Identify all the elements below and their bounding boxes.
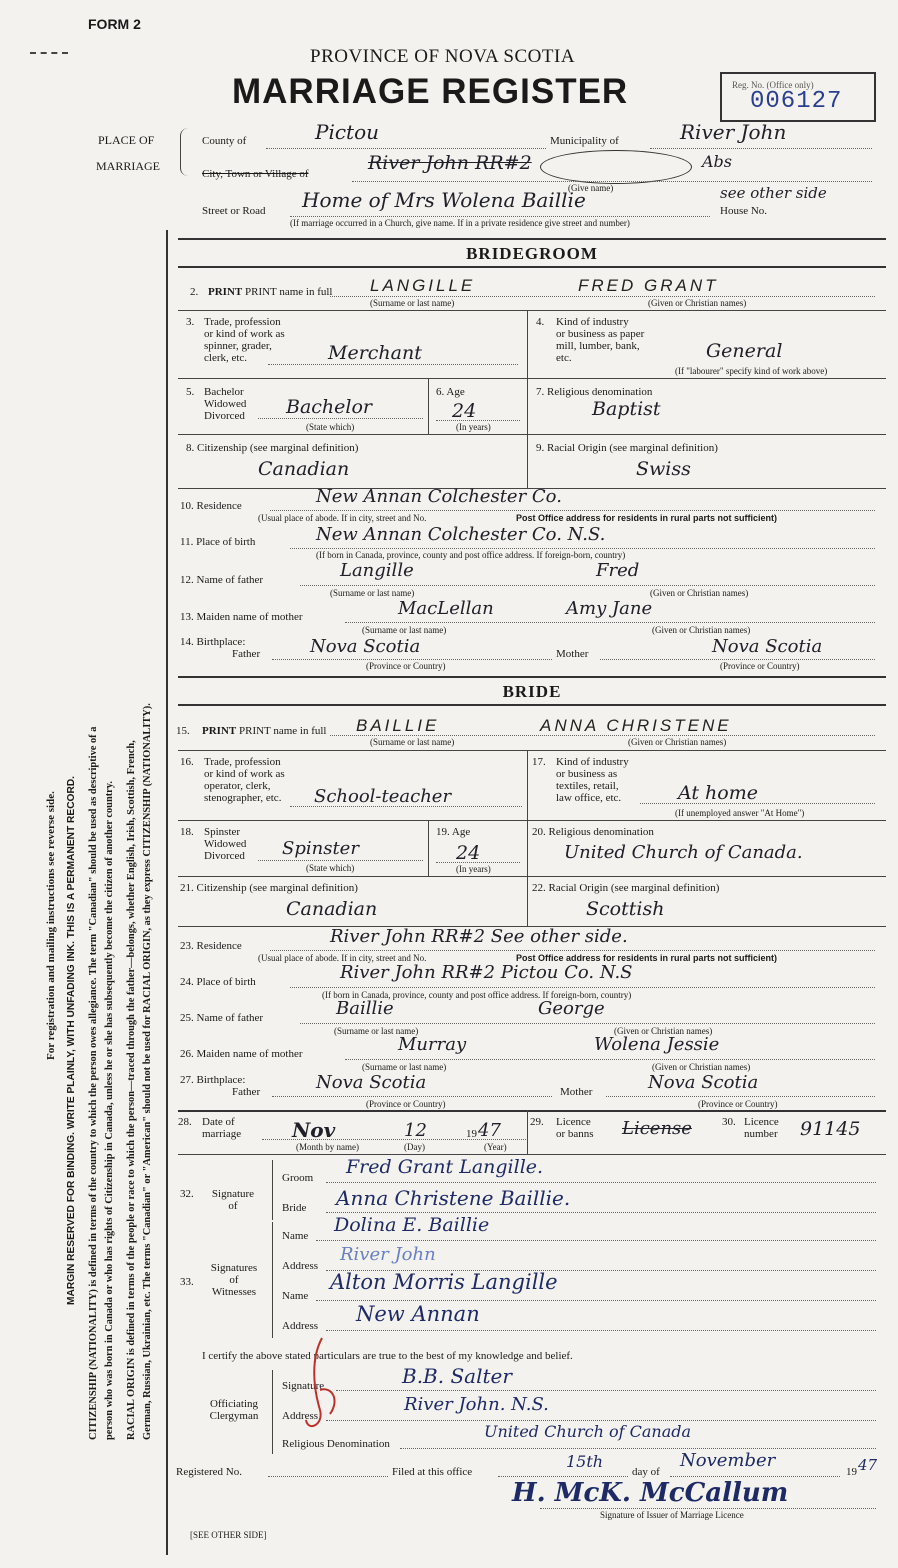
year-caption: (Year) <box>484 1142 507 1152</box>
b-father-given-caption: (Given or Christian names) <box>614 1026 713 1036</box>
place-label-1: PLACE OF <box>98 133 155 147</box>
place-label-2: MARRIAGE <box>96 159 161 173</box>
b-birth-label: Place of birth <box>196 976 256 988</box>
b-surname-caption: (Surname or last name) <box>370 737 455 747</box>
licence-number-label: Licence number <box>744 1116 779 1140</box>
b-mother-surname: Murray <box>398 1034 467 1055</box>
bridegroom-heading: BRIDEGROOM <box>466 244 598 263</box>
street-value: Home of Mrs Wolena Baillie <box>302 188 586 212</box>
filed-year: 47 <box>858 1456 878 1474</box>
g-birth-label: Place of birth <box>196 536 256 548</box>
b-industry-value: At home <box>678 782 758 804</box>
num-7: 7. <box>536 386 545 398</box>
g-print-label-bold: PRINT <box>208 286 243 298</box>
city-label: City, Town or Village of <box>202 168 309 180</box>
b-trade-label: Trade, profession or kind of work as operator, clerk, stenographer, etc. <box>204 756 285 804</box>
g-father-given: Fred <box>596 560 640 581</box>
street-label: Street or Road <box>202 205 266 217</box>
w2-name: Alton Morris Langille <box>330 1270 558 1294</box>
num-27: 27. <box>180 1074 194 1086</box>
marriage-month: Nov <box>292 1118 336 1142</box>
b-residence-value: River John RR#2 See other side. <box>330 926 628 947</box>
num-8: 8. <box>186 442 195 454</box>
num-20: 20. <box>532 826 546 838</box>
g-state-caption: (State which) <box>306 422 355 432</box>
w1-name-label: Name <box>282 1230 309 1242</box>
issuer-signature: H. McK. McCallum <box>512 1478 789 1508</box>
b-father-label: Name of father <box>196 1012 264 1024</box>
num-18: 18. <box>180 826 194 838</box>
num-13: 13. <box>180 611 194 623</box>
clergy-address: River John. N.S. <box>404 1394 549 1415</box>
b-bp-father-caption: (Province or Country) <box>366 1099 446 1109</box>
g-industry-note: (If "labourer" specify kind of work above) <box>675 366 828 376</box>
g-father-surname: Langille <box>340 560 414 581</box>
g-trade-value: Merchant <box>328 342 422 364</box>
num-33: 33. <box>180 1276 194 1288</box>
num-28: 28. <box>178 1116 192 1128</box>
b-bp-mother: Nova Scotia <box>648 1072 759 1093</box>
g-years-caption: (In years) <box>456 422 491 432</box>
g-trade-label: Trade, profession or kind of work as spinner, grader, clerk, etc. <box>204 316 285 364</box>
b-birth-value: River John RR#2 Pictou Co. N.S <box>340 962 633 983</box>
issuer-label: Signature of Issuer of Marriage Licence <box>600 1510 744 1520</box>
licence-value: License <box>622 1118 692 1139</box>
b-age-value: 24 <box>456 842 481 864</box>
g-name-label: PRINT name in full <box>244 286 333 298</box>
form-label: FORM 2 <box>88 16 141 32</box>
margin-line-5: RACIAL ORIGIN is defined in terms of the people or race to which the person—traced through the father—belongs, whether English, Irish, Scottish, French, <box>126 740 137 1440</box>
place-brace <box>180 128 191 176</box>
corner-mark <box>30 52 68 54</box>
g-bp-father-label: Father <box>232 648 261 660</box>
filed-label: Filed at this office <box>392 1466 473 1478</box>
licence-number: 91145 <box>800 1118 861 1140</box>
g-residence-note-b: Post Office address for residents in rural parts not sufficient) <box>516 513 778 523</box>
num-30: 30. <box>722 1116 736 1128</box>
b-father-surname-caption: (Surname or last name) <box>334 1026 419 1036</box>
groom-sig-label: Groom <box>282 1172 314 1184</box>
reg-number-box <box>720 72 876 122</box>
clergy-sig-label: Signature <box>282 1380 325 1392</box>
page-title: MARRIAGE REGISTER <box>232 72 629 111</box>
num-21: 21. <box>180 882 194 894</box>
b-citizenship-label: Citizenship (see marginal definition) <box>196 882 358 894</box>
groom-signature: Fred Grant Langille. <box>346 1156 544 1178</box>
g-bp-mother-caption: (Province or Country) <box>720 661 800 671</box>
b-mother-given: Wolena Jessie <box>594 1034 720 1055</box>
num-6: 6. <box>436 386 445 398</box>
margin-line-4: person who was born in Canada or who has rights of Citizenship in Canada, unless he or she has subsequently become the citizen of another country. <box>104 780 115 1440</box>
municipality-label: Municipality of <box>550 135 619 147</box>
b-bp-father: Nova Scotia <box>316 1072 427 1093</box>
b-racial-label: Racial Origin (see marginal definition) <box>548 882 720 894</box>
g-religion-value: Baptist <box>592 398 661 420</box>
b-status-value: Spinster <box>282 838 359 859</box>
give-name-caption: (Give name) <box>568 183 614 193</box>
g-given-caption: (Given or Christian names) <box>648 298 747 308</box>
reg-number: 006127 <box>750 88 843 115</box>
g-mother-label: Maiden name of mother <box>196 611 303 623</box>
county-value: Pictou <box>315 120 380 144</box>
b-father-surname: Baillie <box>336 998 394 1019</box>
num-29: 29. <box>530 1116 544 1128</box>
bride-heading: BRIDE <box>502 682 562 701</box>
num-2: 2. <box>190 286 199 298</box>
b-years-caption: (In years) <box>456 864 491 874</box>
day-of-label: day of <box>632 1466 660 1478</box>
w1-address-label: Address <box>282 1260 319 1272</box>
margin-line-2: MARGIN RESERVED FOR BINDING. WRITE PLAINLY, WITH UNFADING INK. THIS IS A PERMANENT RECORD. <box>66 775 77 1305</box>
g-industry-label: Kind of industry or business as paper mill, lumber, bank, etc. <box>556 316 645 364</box>
g-father-label: Name of father <box>196 574 264 586</box>
b-mother-surname-caption: (Surname or last name) <box>362 1062 447 1072</box>
province-heading: PROVINCE OF NOVA SCOTIA <box>310 46 576 67</box>
g-residence-note-a: (Usual place of abode. If in city, street and No. <box>258 513 427 523</box>
num-3: 3. <box>186 316 195 328</box>
g-status-value: Bachelor <box>286 396 373 418</box>
g-residence-label: Residence <box>196 500 242 512</box>
margin-line-6: German, Russian, Ukrainian, etc. The terms "Canadian" or "American" should not be used for RACIAL ORIGIN, as they express CITIZENSHIP (NATIONALITY). <box>142 703 153 1440</box>
num-17: 17. <box>532 756 546 768</box>
w2-address: New Annan <box>356 1302 480 1326</box>
month-caption: (Month by name) <box>296 1142 359 1152</box>
b-residence-note-a: (Usual place of abode. If in city, street and No. <box>258 953 427 963</box>
denomination-label: Religious Denomination <box>282 1438 390 1450</box>
registered-label: Registered No. <box>176 1466 242 1478</box>
g-age-label: Age <box>446 386 465 398</box>
num-26: 26. <box>180 1048 194 1060</box>
b-given-caption: (Given or Christian names) <box>628 737 727 747</box>
margin-line-3: CITIZENSHIP (NATIONALITY) is defined in terms of the country to which the person owes allegiance. The term "Canadian" should be used as descriptive of a <box>88 726 99 1440</box>
g-mother-given: Amy Jane <box>566 598 653 619</box>
sig-label: Signature of <box>211 1188 255 1212</box>
num-5: 5. <box>186 386 195 398</box>
b-residence-label: Residence <box>196 940 242 952</box>
day-caption: (Day) <box>404 1142 425 1152</box>
num-11: 11. <box>180 536 194 548</box>
b-industry-note: (If unemployed answer "At Home") <box>675 808 805 818</box>
g-residence-value: New Annan Colchester Co. <box>316 486 562 507</box>
street-caption: (If marriage occurred in a Church, give name. If in a private residence give street and number) <box>290 218 630 228</box>
g-birthplace-label: Birthplace: <box>196 636 246 648</box>
b-birth-note: (If born in Canada, province, county and post office address. If foreign-born, country) <box>322 990 632 1000</box>
witness-label: Signatures of Witnesses <box>210 1262 258 1298</box>
g-industry-value: General <box>706 340 783 362</box>
village-note: Abs <box>702 152 733 171</box>
filed-month: November <box>680 1450 776 1471</box>
w2-name-label: Name <box>282 1290 309 1302</box>
house-note: see other side <box>720 184 827 202</box>
marriage-day: 12 <box>404 1120 427 1141</box>
num-24: 24. <box>180 976 194 988</box>
b-bp-mother-label: Mother <box>560 1086 593 1098</box>
g-religion-label: Religious denomination <box>547 386 653 398</box>
g-given: FRED GRANT <box>578 276 719 295</box>
b-residence-note-b: Post Office address for residents in rural parts not sufficient) <box>516 953 778 963</box>
num-22: 22. <box>532 882 546 894</box>
b-mother-label: Maiden name of mother <box>196 1048 303 1060</box>
b-birthplace-label: Birthplace: <box>196 1074 246 1086</box>
g-surname-caption: (Surname or last name) <box>370 298 455 308</box>
clergy-address-label: Address <box>282 1410 319 1422</box>
village-circle <box>540 150 692 184</box>
num-4: 4. <box>536 316 545 328</box>
g-mother-surname-caption: (Surname or last name) <box>362 625 447 635</box>
num-23: 23. <box>180 940 194 952</box>
b-bp-mother-caption: (Province or Country) <box>698 1099 778 1109</box>
b-surname: BAILLIE <box>356 716 440 735</box>
b-religion-value: United Church of Canada. <box>564 842 803 863</box>
g-citizenship-label: Citizenship (see marginal definition) <box>197 442 359 454</box>
licence-label: Licence or banns <box>556 1116 594 1140</box>
g-bp-father: Nova Scotia <box>310 636 421 657</box>
clergy-signature: B.B. Salter <box>402 1364 512 1388</box>
b-age-label: Age <box>451 826 471 838</box>
b-name-label: PRINT name in full <box>238 725 327 737</box>
municipality-value: River John <box>680 120 787 144</box>
g-mother-given-caption: (Given or Christian names) <box>652 625 751 635</box>
b-father-given: George <box>538 998 605 1019</box>
certify-text: I certify the above stated particulars are true to the best of my knowledge and belief. <box>202 1350 573 1362</box>
see-other-side: [SEE OTHER SIDE] <box>190 1530 267 1540</box>
b-citizenship-value: Canadian <box>286 898 378 920</box>
g-status-label: Bachelor Widowed Divorced <box>204 386 247 422</box>
w1-name: Dolina E. Baillie <box>334 1214 490 1236</box>
g-bp-father-caption: (Province or Country) <box>366 661 446 671</box>
marriage-year: 47 <box>478 1120 501 1141</box>
g-father-surname-caption: (Surname or last name) <box>330 588 415 598</box>
b-racial-value: Scottish <box>586 898 665 920</box>
clergy-denomination: United Church of Canada <box>484 1422 692 1441</box>
num-12: 12. <box>180 574 194 586</box>
b-print-label-bold: PRINT <box>202 725 237 737</box>
b-bp-father-label: Father <box>232 1086 261 1098</box>
g-father-given-caption: (Given or Christian names) <box>650 588 749 598</box>
w1-address: River John <box>340 1244 436 1265</box>
marriage-year-prefix: 19 <box>466 1128 477 1140</box>
g-racial-value: Swiss <box>636 458 691 480</box>
margin-line-1: For registration and mailing instructions see reverse side. <box>45 791 57 1060</box>
num-16: 16. <box>180 756 194 768</box>
filed-year-prefix: 19 <box>846 1466 857 1478</box>
bride-sig-label: Bride <box>282 1202 307 1214</box>
g-birth-value: New Annan Colchester Co. N.S. <box>316 524 606 545</box>
num-19: 19. <box>436 826 450 838</box>
w2-address-label: Address <box>282 1320 319 1332</box>
g-surname: LANGILLE <box>370 276 476 295</box>
b-given: ANNA CHRISTENE <box>540 716 732 735</box>
g-mother-surname: MacLellan <box>398 598 494 619</box>
date-label: Date of marriage <box>202 1116 242 1140</box>
g-age-value: 24 <box>452 400 477 422</box>
b-mother-given-caption: (Given or Christian names) <box>652 1062 751 1072</box>
reg-box-label: Reg. No. (Office only) <box>732 80 814 90</box>
village-value: River John RR#2 <box>368 152 532 174</box>
g-bp-mother-label: Mother <box>556 648 589 660</box>
num-14: 14. <box>180 636 194 648</box>
b-status-label: Spinster Widowed Divorced <box>204 826 247 862</box>
b-trade-value: School-teacher <box>314 786 452 807</box>
num-9: 9. <box>536 442 545 454</box>
num-32: 32. <box>180 1188 194 1200</box>
red-check-mark <box>300 1330 350 1440</box>
num-10: 10. <box>180 500 194 512</box>
b-state-caption: (State which) <box>306 863 355 873</box>
g-birth-note: (If born in Canada, province, county and post office address. If foreign-born, country) <box>316 550 626 560</box>
b-religion-label: Religious denomination <box>548 826 654 838</box>
county-label: County of <box>202 135 247 147</box>
bride-signature: Anna Christene Baillie. <box>336 1186 571 1210</box>
filed-day: 15th <box>566 1452 604 1471</box>
clergy-label: Officiating Clergyman <box>209 1398 259 1422</box>
b-industry-label: Kind of industry or business as textiles, retail, law office, etc. <box>556 756 629 804</box>
g-racial-label: Racial Origin (see marginal definition) <box>547 442 718 454</box>
g-citizenship-value: Canadian <box>258 458 350 480</box>
num-25: 25. <box>180 1012 194 1024</box>
house-label: House No. <box>720 205 768 217</box>
num-15: 15. <box>176 725 190 737</box>
g-bp-mother: Nova Scotia <box>712 636 823 657</box>
